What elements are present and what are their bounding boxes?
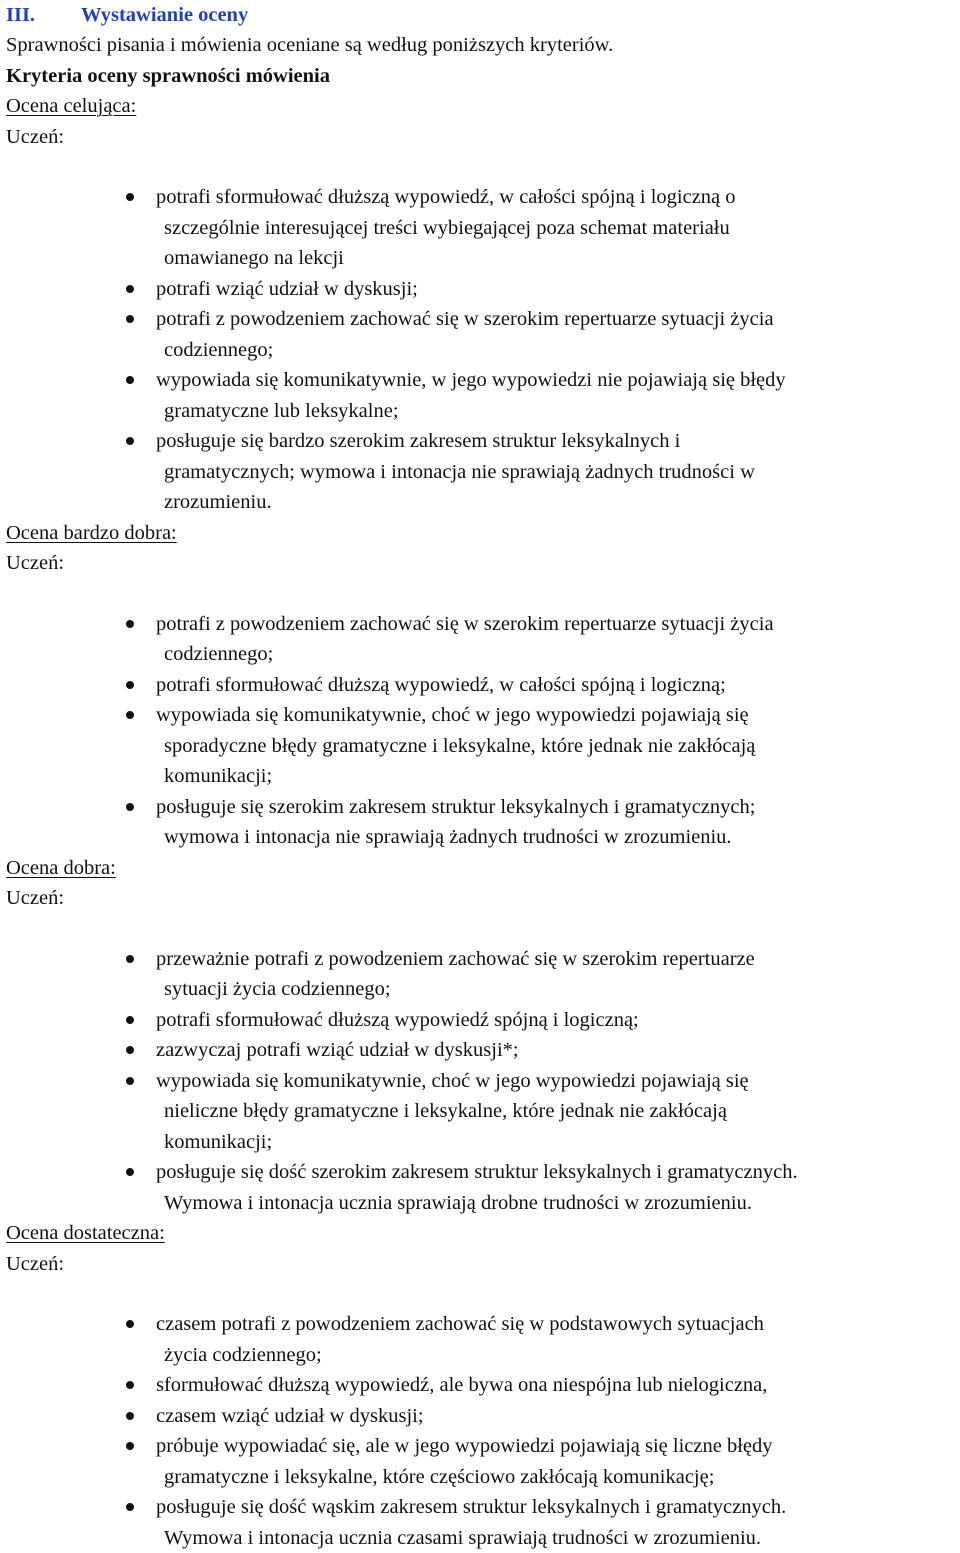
criteria-item-line: Wymowa i intonacja ucznia czasami sprawiają trudności w zrozumieniu. (156, 1523, 960, 1553)
grade-label: Ocena celująca: (6, 95, 136, 117)
criteria-item-line: potrafi sformułować dłuższą wypowiedź, w całości spójną i logiczną o (156, 182, 960, 213)
section-title: Wystawianie oceny (81, 0, 248, 30)
grades-container (6, 91, 960, 1553)
bullet-icon (126, 437, 134, 445)
criteria-item-line: posługuje się dość wąskim zakresem struktur leksykalnych i gramatycznych. (156, 1492, 960, 1523)
criteria-item-line: potrafi wziąć udział w dyskusji; (156, 274, 960, 305)
criteria-item-line: zrozumieniu. (156, 487, 960, 518)
criteria-item-line: potrafi z powodzeniem zachować się w szerokim repertuarze sytuacji życia (156, 609, 960, 640)
criteria-item (156, 426, 960, 518)
bullet-icon (126, 955, 134, 963)
criteria-item-line: szczególnie interesującej treści wybiegającej poza schemat materiału (156, 213, 960, 244)
criteria-item-line: potrafi sformułować dłuższą wypowiedź spójną i logiczną; (156, 1005, 960, 1036)
criteria-item-line: gramatyczne lub leksykalne; (156, 396, 960, 427)
bullet-icon (126, 1016, 134, 1024)
criteria-item (156, 609, 960, 670)
bullet-icon (126, 1046, 134, 1054)
criteria-item-line: gramatycznych; wymowa i intonacja nie sprawiają żadnych trudności w (156, 457, 960, 488)
bullet-icon (126, 1442, 134, 1450)
criteria-item (156, 182, 960, 274)
criteria-item-line: nieliczne błędy gramatyczne i leksykalne, które jednak nie zakłócają (156, 1096, 960, 1127)
section-heading (6, 0, 960, 30)
criteria-list (6, 182, 960, 518)
grade-label: Ocena dobra: (6, 857, 116, 879)
criteria-item-line: czasem potrafi z powodzeniem zachować się w podstawowych sytuacjach (156, 1309, 960, 1340)
criteria-item (156, 1035, 960, 1066)
criteria-list (6, 944, 960, 1219)
grade-section (6, 1218, 960, 1553)
criteria-item (156, 1401, 960, 1432)
criteria-item-line: potrafi z powodzeniem zachować się w szerokim repertuarze sytuacji życia (156, 304, 960, 335)
criteria-item (156, 670, 960, 701)
grade-subject: Uczeń: (6, 883, 960, 914)
grade-label: Ocena dostateczna: (6, 1222, 165, 1244)
criteria-item-line: komunikacji; (156, 1127, 960, 1158)
bullet-icon (126, 1503, 134, 1511)
criteria-item-line: życia codziennego; (156, 1340, 960, 1371)
criteria-item (156, 304, 960, 365)
criteria-item-line: posługuje się szerokim zakresem struktur leksykalnych i gramatycznych; (156, 792, 960, 823)
criteria-item-line: sporadyczne błędy gramatyczne i leksykalne, które jednak nie zakłócają (156, 731, 960, 762)
criteria-item (156, 1157, 960, 1218)
criteria-item-line: codziennego; (156, 639, 960, 670)
criteria-item (156, 274, 960, 305)
bullet-icon (126, 1381, 134, 1389)
bullet-icon (126, 1320, 134, 1328)
bullet-icon (126, 803, 134, 811)
grade-section (6, 853, 960, 1219)
criteria-item-line: posługuje się bardzo szerokim zakresem struktur leksykalnych i (156, 426, 960, 457)
grade-subject: Uczeń: (6, 1249, 960, 1280)
criteria-item (156, 1066, 960, 1158)
bullet-icon (126, 681, 134, 689)
criteria-item (156, 1309, 960, 1370)
bullet-icon (126, 1168, 134, 1176)
criteria-item-line: sytuacji życia codziennego; (156, 974, 960, 1005)
criteria-item (156, 700, 960, 792)
grade-subject: Uczeń: (6, 122, 960, 153)
criteria-item-line: wypowiada się komunikatywnie, w jego wypowiedzi nie pojawiają się błędy (156, 365, 960, 396)
criteria-item (156, 1005, 960, 1036)
criteria-item (156, 792, 960, 853)
criteria-item (156, 1492, 960, 1553)
grade-subject: Uczeń: (6, 548, 960, 579)
criteria-item-line: wypowiada się komunikatywnie, choć w jego wypowiedzi pojawiają się (156, 1066, 960, 1097)
bullet-icon (126, 1412, 134, 1420)
criteria-item-line: czasem wziąć udział w dyskusji; (156, 1401, 960, 1432)
criteria-title: Kryteria oceny sprawności mówienia (6, 61, 960, 92)
criteria-item (156, 365, 960, 426)
bullet-icon (126, 376, 134, 384)
criteria-item-line: Wymowa i intonacja ucznia sprawiają drobne trudności w zrozumieniu. (156, 1188, 960, 1219)
section-number: III. (6, 0, 81, 30)
criteria-item (156, 944, 960, 1005)
criteria-item-line: gramatyczne i leksykalne, które częściowo zakłócają komunikację; (156, 1462, 960, 1493)
bullet-icon (126, 620, 134, 628)
criteria-item-line: zazwyczaj potrafi wziąć udział w dyskusji*; (156, 1035, 960, 1066)
bullet-icon (126, 193, 134, 201)
criteria-item-line: posługuje się dość szerokim zakresem struktur leksykalnych i gramatycznych. (156, 1157, 960, 1188)
grade-section (6, 518, 960, 853)
criteria-item-line: omawianego na lekcji (156, 243, 960, 274)
criteria-item-line: potrafi sformułować dłuższą wypowiedź, w całości spójną i logiczną; (156, 670, 960, 701)
bullet-icon (126, 1077, 134, 1085)
criteria-item-line: wypowiada się komunikatywnie, choć w jego wypowiedzi pojawiają się (156, 700, 960, 731)
grade-label: Ocena bardzo dobra: (6, 522, 177, 544)
criteria-item-line: codziennego; (156, 335, 960, 366)
criteria-item-line: sformułować dłuższą wypowiedź, ale bywa ona niespójna lub nielogiczna, (156, 1370, 960, 1401)
criteria-list (6, 1309, 960, 1553)
criteria-item-line: próbuje wypowiadać się, ale w jego wypowiedzi pojawiają się liczne błędy (156, 1431, 960, 1462)
bullet-icon (126, 315, 134, 323)
bullet-icon (126, 285, 134, 293)
criteria-item-line: przeważnie potrafi z powodzeniem zachować się w szerokim repertuarze (156, 944, 960, 975)
intro-text: Sprawności pisania i mówienia oceniane są według poniższych kryteriów. (6, 30, 960, 61)
criteria-item-line: komunikacji; (156, 761, 960, 792)
criteria-item (156, 1370, 960, 1401)
criteria-item (156, 1431, 960, 1492)
criteria-item-line: wymowa i intonacja nie sprawiają żadnych trudności w zrozumieniu. (156, 822, 960, 853)
grade-section (6, 91, 960, 518)
criteria-list (6, 609, 960, 853)
bullet-icon (126, 711, 134, 719)
